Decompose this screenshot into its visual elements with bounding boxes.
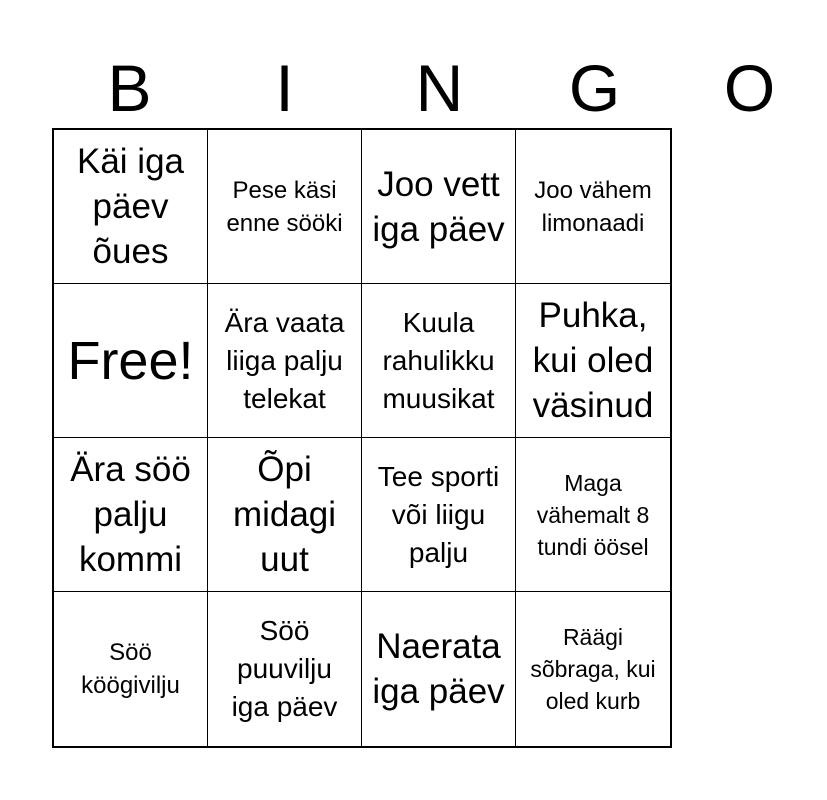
bingo-cell[interactable] bbox=[54, 438, 208, 592]
cell-text: Puhka, kui oled väsinud bbox=[532, 296, 654, 425]
bingo-cell-free[interactable] bbox=[54, 284, 208, 438]
bingo-cell[interactable] bbox=[54, 130, 208, 284]
cell-text: Käi iga päev õues bbox=[76, 142, 185, 271]
bingo-cell[interactable] bbox=[516, 592, 670, 746]
bingo-cell[interactable] bbox=[516, 438, 670, 592]
cell-text: Õpi midagi uut bbox=[232, 450, 337, 579]
header-letter-o: O bbox=[723, 51, 776, 125]
header-letter-n: N bbox=[415, 51, 464, 125]
bingo-cell[interactable] bbox=[362, 284, 516, 438]
bingo-cell[interactable] bbox=[54, 592, 208, 746]
cell-text: Söö köögivilju bbox=[81, 639, 180, 699]
cell-text: Räägi sõbraga, kui oled kurb bbox=[530, 624, 656, 714]
cell-text: Ära söö palju kommi bbox=[70, 450, 191, 579]
cell-text: Naerata iga päev bbox=[372, 627, 505, 711]
cell-text: Joo vett iga päev bbox=[372, 164, 505, 249]
cell-text: Ära vaata liiga palju telekat bbox=[224, 306, 345, 414]
bingo-cell[interactable] bbox=[208, 284, 362, 438]
bingo-cell[interactable] bbox=[208, 592, 362, 746]
header-letter-i: I bbox=[275, 51, 294, 125]
bingo-cell[interactable] bbox=[516, 130, 670, 284]
bingo-board bbox=[52, 128, 672, 748]
bingo-cell[interactable] bbox=[208, 438, 362, 592]
cell-text: Free! bbox=[67, 330, 194, 391]
cell-text: Tee sporti või liigu palju bbox=[377, 460, 500, 568]
cell-text: Söö puuvilju iga päev bbox=[231, 615, 338, 722]
cell-text: Kuula rahulikku muusikat bbox=[382, 306, 495, 414]
header-letter-b: B bbox=[107, 51, 152, 125]
cell-text: Joo vähem limonaadi bbox=[534, 176, 652, 237]
bingo-cell[interactable] bbox=[516, 284, 670, 438]
bingo-cell[interactable] bbox=[362, 438, 516, 592]
cell-text: Pese käsi enne sööki bbox=[226, 176, 343, 237]
bingo-cell[interactable] bbox=[208, 130, 362, 284]
bingo-header bbox=[52, 48, 776, 128]
cell-text: Maga vähemalt 8 tundi öösel bbox=[536, 469, 650, 560]
bingo-cell[interactable] bbox=[362, 592, 516, 746]
bingo-cell[interactable] bbox=[362, 130, 516, 284]
header-letter-g: G bbox=[568, 51, 621, 125]
